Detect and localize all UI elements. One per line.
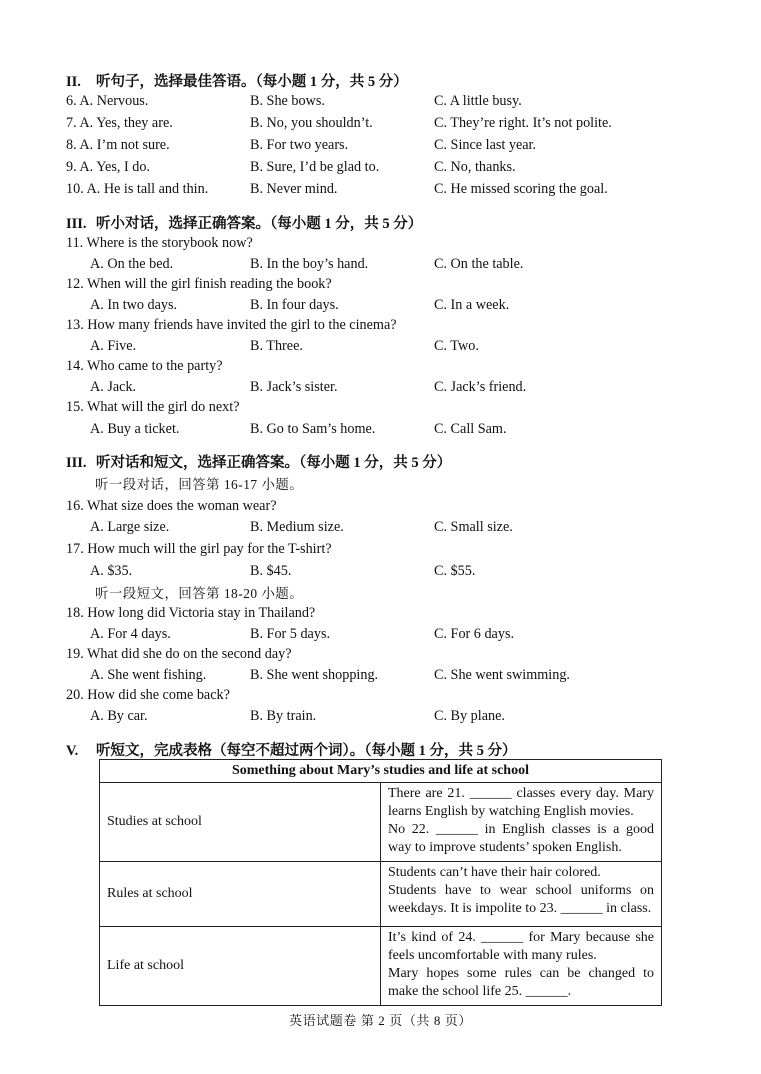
q6-option-b: B. She bows. (250, 93, 325, 109)
table-row (100, 927, 662, 1006)
q17-option-a: A. $35. (90, 563, 133, 579)
q16-question: 16. What size does the woman wear? (66, 498, 277, 514)
section-2-number: II. (66, 74, 81, 90)
q19-option-a: A. She went fishing. (90, 667, 207, 683)
q11-question: 11. Where is the storybook now? (66, 235, 253, 251)
section-4-number: III. (66, 455, 87, 471)
life-line-2: Mary hopes some rules can be changed to make the school life 25. ______. (388, 966, 654, 999)
q17-question: 17. How much will the girl pay for the T-shirt? (66, 541, 332, 557)
section-5-heading (66, 739, 517, 760)
q13-option-c: C. Two. (434, 338, 479, 354)
q15-option-c: C. Call Sam. (434, 421, 507, 437)
life-line-1: It’s kind of 24. ______ for Mary because she feels uncomfortable with many rules. (388, 930, 654, 963)
q19-option-c: C. She went swimming. (434, 667, 570, 683)
q8-option-c: C. Since last year. (434, 137, 537, 153)
q17-option-b: B. $45. (250, 563, 292, 579)
q7-option-b: B. No, you shouldn’t. (250, 115, 373, 131)
row-content-life (381, 927, 662, 1006)
q14-option-b: B. Jack’s sister. (250, 379, 338, 395)
q18-question: 18. How long did Victoria stay in Thailand? (66, 605, 316, 621)
section-4-title: 听对话和短文，选择正确答案。（每小题 1 分，共 5 分） (96, 455, 452, 471)
page-footer: 英语试题卷 第 2 页（共 8 页） (288, 1013, 473, 1028)
q20-question: 20. How did she come back? (66, 687, 230, 703)
q6-option-c: C. A little busy. (434, 93, 522, 109)
section-3-number: III. (66, 216, 87, 232)
q8-option-b: B. For two years. (250, 137, 349, 153)
section-4-heading (66, 451, 451, 472)
q9-option-b: B. Sure, I’d be glad to. (250, 159, 380, 175)
q20-option-b: B. By train. (250, 708, 317, 724)
q16-option-b: B. Medium size. (250, 519, 344, 535)
instruction-dialogue: 听一段对话，回答第 16-17 小题。 (95, 477, 304, 492)
row-content-studies (381, 783, 662, 862)
q11-option-c: C. On the table. (434, 256, 524, 272)
q12-question: 12. When will the girl finish reading the book? (66, 276, 332, 292)
q15-option-b: B. Go to Sam’s home. (250, 421, 376, 437)
rules-line-2: Students have to wear school uniforms on weekdays. It is impolite to 23. ______ in class. (388, 883, 654, 916)
q10-option-b: B. Never mind. (250, 181, 338, 197)
q18-option-b: B. For 5 days. (250, 626, 331, 642)
table-title: Something about Mary’s studies and life at school (100, 760, 662, 783)
section-3-title: 听小对话，选择正确答案。（每小题 1 分，共 5 分） (96, 216, 423, 232)
q9-option-a: 9. A. Yes, I do. (66, 159, 150, 175)
studies-line-1: There are 21. ______ classes every day. Mary learns English by watching English movies. (388, 786, 654, 819)
q6-option-a: 6. A. Nervous. (66, 93, 149, 109)
q18-option-c: C. For 6 days. (434, 626, 515, 642)
q10-option-a: 10. A. He is tall and thin. (66, 181, 209, 197)
q11-option-a: A. On the bed. (90, 256, 174, 272)
q20-option-a: A. By car. (90, 708, 148, 724)
q14-option-a: A. Jack. (90, 379, 137, 395)
rules-line-1: Students can’t have their hair colored. (388, 865, 601, 880)
section-5-number: V. (66, 743, 79, 759)
q16-option-a: A. Large size. (90, 519, 170, 535)
q12-option-b: B. In four days. (250, 297, 339, 313)
instruction-passage: 听一段短文，回答第 18-20 小题。 (95, 586, 304, 601)
q15-option-a: A. Buy a ticket. (90, 421, 180, 437)
notes-table (99, 759, 662, 1006)
q14-question: 14. Who came to the party? (66, 358, 223, 374)
q11-option-b: B. In the boy’s hand. (250, 256, 369, 272)
q14-option-c: C. Jack’s friend. (434, 379, 527, 395)
section-5-title: 听短文，完成表格（每空不超过两个词）。（每小题 1 分，共 5 分） (96, 743, 517, 759)
q15-question: 15. What will the girl do next? (66, 399, 240, 415)
q13-option-b: B. Three. (250, 338, 303, 354)
q20-option-c: C. By plane. (434, 708, 505, 724)
q13-option-a: A. Five. (90, 338, 137, 354)
q10-option-c: C. He missed scoring the goal. (434, 181, 608, 197)
q7-option-c: C. They’re right. It’s not polite. (434, 115, 612, 131)
table-row (100, 783, 662, 862)
q18-option-a: A. For 4 days. (90, 626, 171, 642)
q9-option-c: C. No, thanks. (434, 159, 516, 175)
section-2-heading (66, 70, 408, 91)
row-label-rules: Rules at school (100, 862, 381, 927)
q16-option-c: C. Small size. (434, 519, 513, 535)
q8-option-a: 8. A. I’m not sure. (66, 137, 170, 153)
q12-option-a: A. In two days. (90, 297, 178, 313)
q19-question: 19. What did she do on the second day? (66, 646, 292, 662)
q17-option-c: C. $55. (434, 563, 476, 579)
q13-question: 13. How many friends have invited the girl to the cinema? (66, 317, 397, 333)
q7-option-a: 7. A. Yes, they are. (66, 115, 173, 131)
table-row (100, 862, 662, 927)
q19-option-b: B. She went shopping. (250, 667, 379, 683)
row-label-studies: Studies at school (100, 783, 381, 862)
section-3-heading (66, 212, 422, 233)
q12-option-c: C. In a week. (434, 297, 510, 313)
row-content-rules (381, 862, 662, 927)
row-label-life: Life at school (100, 927, 381, 1006)
section-2-title: 听句子，选择最佳答语。（每小题 1 分，共 5 分） (96, 74, 408, 90)
studies-line-2: No 22. ______ in English classes is a good way to improve students’ spoken English. (388, 822, 654, 855)
